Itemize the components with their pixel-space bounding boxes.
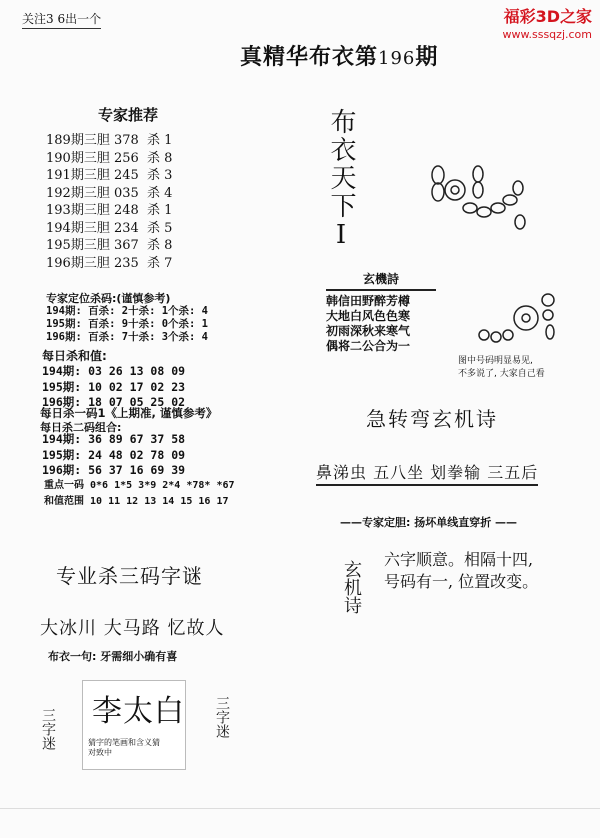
list-item: 194期: 百杀: 2十杀: 1个杀: 4 [46, 305, 209, 317]
list-item: 号码有一, 位置改变。 [384, 572, 539, 591]
jz-poem-line: 鼻涕虫 五八坐 划拳输 三五后 [316, 460, 538, 486]
page-title [240, 40, 438, 71]
title-suffix: 期 [415, 44, 439, 70]
list-item: 194期: 36 89 67 37 58 [42, 432, 186, 446]
list-item: 189期三胆 378 杀 1 [46, 133, 173, 148]
list-item: 196期: 56 37 16 69 39 [42, 463, 186, 477]
jz-poem-title: 急转弯玄机诗 [366, 407, 498, 431]
title-issue: 196 [378, 48, 416, 69]
list-item: 偶将二公合为一 [326, 339, 411, 353]
focus-code: 重点一码 0*6 1*5 3*9 2*4 *78* *67 [44, 480, 235, 491]
recommend-title: 专家推荐 [98, 106, 159, 124]
list-item: 195期: 百杀: 9十杀: 0个杀: 1 [46, 318, 209, 330]
szm-right: 三字迷 [214, 696, 230, 738]
brand-url: www.sssqzj.com [502, 28, 592, 41]
poem-lines [326, 294, 436, 354]
list-item: 195期三胆 367 杀 8 [46, 238, 173, 253]
list-item: 195期: 10 02 17 02 23 [42, 379, 186, 394]
buyi-sentence: 布衣一句: 牙需细小确有喜 [48, 650, 178, 663]
caption-line: 图中号码明显易见, [458, 356, 533, 366]
illustration-caption [458, 355, 545, 381]
riddle-poem [384, 549, 538, 593]
bead-chain-illustration [420, 160, 530, 240]
caption-line: 不多说了, 大家自己看 [458, 369, 545, 379]
list-item: 大地白风色色寒 [326, 309, 411, 323]
expert-line: ——专家定胆: 扬坏单线直穿折 —— [340, 516, 518, 529]
list-item: 195期: 24 48 02 78 09 [42, 447, 186, 462]
sum-range [44, 494, 229, 510]
list-item: 韩信田野醉芳樽 [326, 294, 411, 308]
daily-two-title: 每日杀二码组合: [40, 421, 122, 434]
riddle-answer: 李太白 [92, 694, 185, 729]
list-item: 196期: 18 07 05 25 02 [42, 395, 186, 409]
list-item: 191期三胆 245 杀 3 [46, 168, 173, 183]
daily-sum-list [42, 364, 185, 411]
sum-range-label: 和值范围 [44, 496, 84, 507]
poem-title: 玄機詩 [326, 270, 436, 291]
note-line: 对致中 [88, 748, 112, 757]
list-item: 194期三胆 234 杀 5 [46, 220, 173, 236]
zhuanye-title: 专业杀三码字谜 [56, 564, 203, 588]
list-item: 194期: 03 26 13 08 09 [42, 364, 186, 378]
list-item: 196期三胆 235 杀 7 [46, 255, 173, 271]
brand-logo[interactable] [503, 4, 592, 41]
recommend-list [46, 132, 172, 272]
divider [0, 808, 600, 809]
list-item: 193期三胆 248 杀 1 [46, 203, 173, 218]
list-item: 192期三胆 035 杀 4 [46, 185, 173, 201]
daily-one-title: 每日杀一码1《上期准, 谨慎参考》 [40, 406, 218, 420]
list-item: 六字顺意。相隔十四, [384, 550, 534, 569]
xj-vertical-title: 玄机诗 [341, 560, 362, 614]
brand-name: 福彩3D之家 [503, 7, 592, 26]
daily-sum-title: 每日杀和值: [42, 349, 107, 363]
title-main: 真精华布衣第 [240, 44, 379, 70]
list-item: 190期三胆 256 杀 8 [46, 150, 173, 166]
sum-range-values: 10 11 12 13 14 15 16 17 [90, 496, 229, 507]
daily-two-list [42, 432, 185, 479]
list-item: 初雨深秋来寒气 [326, 324, 411, 338]
top-note: 关注3 6出一个 [22, 10, 101, 29]
answer-note [88, 738, 160, 758]
szm-left: 三字迷 [40, 708, 56, 750]
position-kill-title: 专家定位杀码:(谨慎参考) [46, 292, 171, 305]
riddle-words: 大冰川 大马路 忆故人 [40, 618, 225, 639]
list-item: 196期: 百杀: 7十杀: 3个杀: 4 [46, 331, 209, 343]
position-kill-list [46, 305, 208, 344]
mystic-poem-box [326, 270, 436, 354]
coin-bead-illustration [470, 290, 570, 350]
big-vertical-title: 布衣天下I [326, 108, 356, 252]
note-line: 猜字的笔画和含义猜 [88, 738, 160, 747]
